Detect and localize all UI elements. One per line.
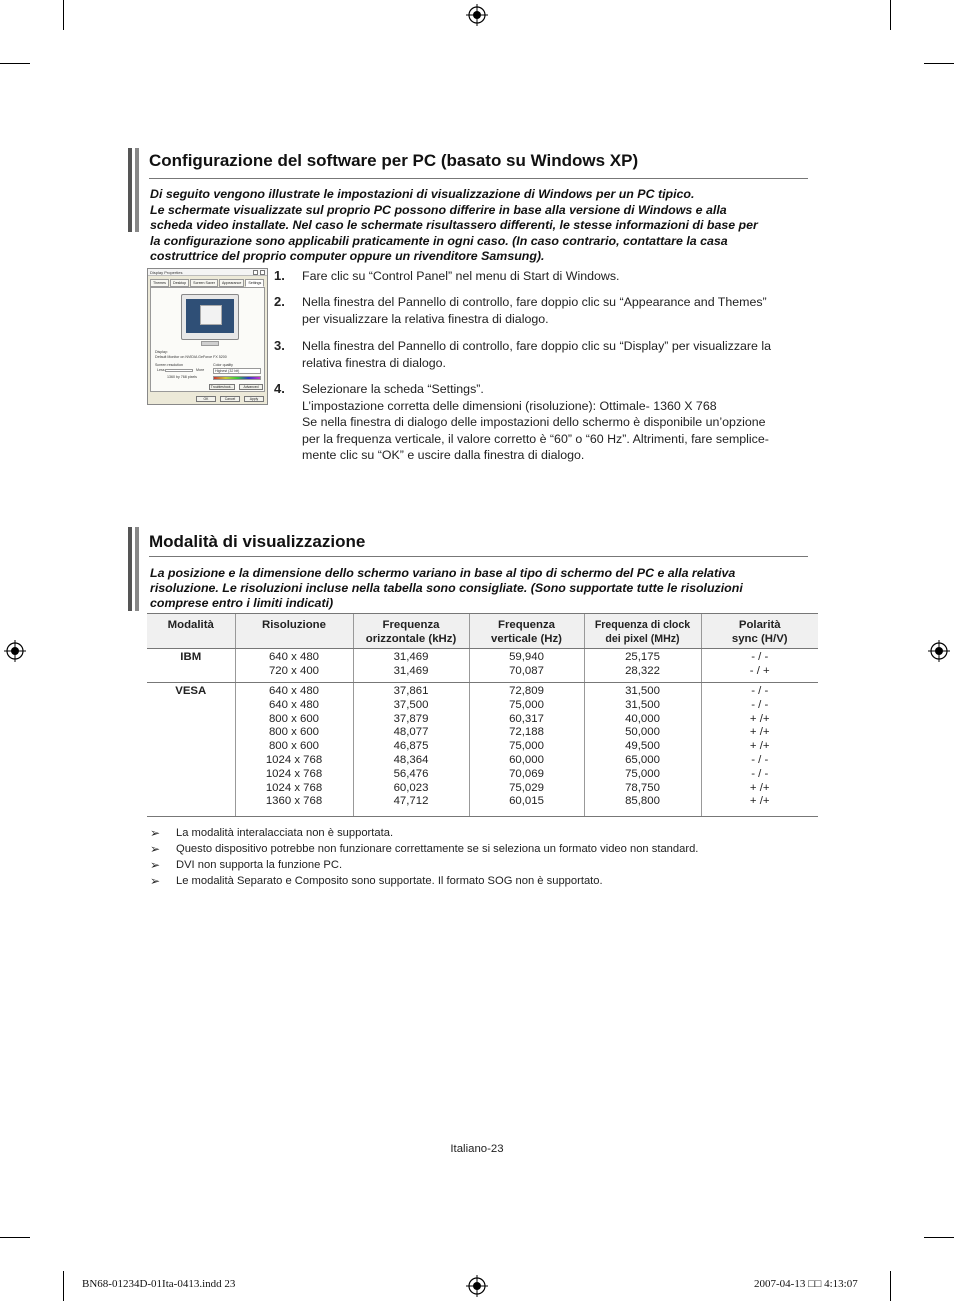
header-text: Risoluzione [262,619,326,631]
arrow-bullet-icon: ➢ [150,842,161,856]
resolution-label: Screen resolution [155,363,183,367]
cell-value: 800 x 600 [268,740,320,753]
arrow-bullet-icon: ➢ [150,874,161,888]
header-text: Frequenza di clock [594,619,691,631]
tab-settings: Settings [245,279,264,287]
cell-value: 640 x 480 [268,698,320,711]
section-intro [150,187,810,265]
step-line: Se nella finestra di dialogo delle impostazioni dello schermo è disponibile un’opzione [302,415,766,430]
crop-mark [63,0,64,30]
section-intro [150,566,810,612]
more-label: More [196,368,205,372]
step-line: Fare clic su “Control Panel” nel menu di Start di Windows. [302,269,620,283]
table-header-row [147,614,818,649]
step-number: 2. [274,294,285,309]
header-resolution [235,614,353,649]
cell-value: 70,087 [509,664,544,677]
arrow-bullet-icon: ➢ [150,826,161,840]
hfreq-cell [353,649,469,683]
cell-value: 47,712 [393,795,429,808]
step-line: mente clic su “OK” e uscire dalla finestra di dialogo. [302,448,585,463]
step-number: 1. [274,268,285,283]
intro-line: comprese entro i limiti indicati) [150,596,334,611]
display-label: Display: [155,350,168,354]
section-title: Modalità di visualizzazione [149,532,366,551]
intro-line: La posizione e la dimensione dello schermo variano in base al tipo di schermo del PC e alla relativa [150,566,736,580]
intro-line: risoluzione. Le risoluzioni incluse nella tabella sono consigliate. (Sono supportate tutte le risoluzioni [150,581,743,596]
cell-value: + /+ [749,795,770,808]
step-text [302,268,810,285]
step-line: per visualizzare la relativa finestra di dialogo. [302,311,549,326]
step-line: Nella finestra del Pannello di controllo, fare doppio clic su “Appearance and Themes” [302,295,767,309]
tab-themes: Themes [150,279,169,287]
crop-mark [63,1271,64,1301]
cell-value: - / - [751,651,769,663]
cell-value: 1024 x 768 [265,767,323,780]
page-number: Italiano-23 [450,1143,504,1155]
cell-value: 37,861 [393,685,429,697]
vfreq-cell [469,649,584,683]
crop-mark [924,63,954,64]
cell-value: 60,015 [509,795,544,808]
step-text [302,338,810,371]
header-text: Polarità [738,619,781,631]
cell-value: - / + [749,664,770,677]
cell-value: + /+ [749,712,770,725]
note-text: La modalità interalacciata non è supportata. [176,827,394,839]
header-text: Frequenza [498,619,555,631]
header-text: Modalità [167,619,214,631]
display-value: Default Monitor on NVIDIA GeForce FX 5200 [155,355,227,359]
cell-value: 37,500 [393,698,429,711]
note-item [150,857,790,873]
cell-value: + /+ [749,781,770,794]
settings-panel [150,287,265,392]
intro-line: Di seguito vengono illustrate le impostazioni di visualizzazione di Windows per un PC tipico. [150,187,695,201]
mode-cell: VESA [147,683,235,817]
cell-value: 640 x 480 [268,651,320,663]
display-properties-screenshot [147,268,268,405]
cell-value: 31,500 [625,685,660,697]
clock-cell [584,649,701,683]
cell-value: 46,875 [393,740,429,753]
resolution-cell [235,649,353,683]
crop-mark [890,1271,891,1301]
cell-value: 1024 x 768 [265,781,323,794]
advanced-button: Advanced [239,384,263,390]
note-text: Le modalità Separato e Composito sono supportate. Il formato SOG non è supportato. [176,875,603,887]
step-line: per la frequenza verticale, il valore corretto è “60” o “60 Hz”. Altrimenti, fare semplice- [302,431,769,446]
cell-value: - / - [751,698,769,711]
cell-value: 1024 x 768 [265,753,323,766]
cell-value: + /+ [749,726,770,739]
file-slug: BN68-01234D-01Ita-0413.indd 23 [82,1278,236,1290]
resolution-slider [165,369,193,372]
resolution-cell [235,683,353,817]
color-quality-select [213,368,261,374]
header-text: dei pixel (MHz) [605,633,680,645]
resolution-value: 1360 by 768 pixels [167,375,197,379]
cell-value: 72,809 [509,685,544,697]
step-line: Selezionare la scheda “Settings”. [302,382,484,396]
polarity-cell [701,683,818,817]
header-vertical-frequency [469,614,584,649]
section-title: Configurazione del software per PC (basato su Windows XP) [149,151,639,170]
step-number: 3. [274,338,285,353]
cell-value: 75,000 [625,767,660,780]
troubleshoot-button: Troubleshoot... [210,385,234,389]
cell-value: 65,000 [625,753,660,766]
cell-value: 85,800 [625,795,660,808]
section-rule [149,556,808,557]
dialog-titlebar [148,269,267,276]
notes-list [150,825,790,889]
crop-mark [890,0,891,30]
date-slug: 2007-04-13 □□ 4:13:07 [754,1278,858,1290]
cell-value: 50,000 [625,726,660,739]
cell-value: 31,469 [393,664,429,677]
note-item [150,873,790,889]
vfreq-cell [469,683,584,817]
display-modes-table [147,613,818,817]
monitor-stand [201,341,219,346]
header-pixel-clock [584,614,701,649]
cell-value: 78,750 [625,781,660,794]
cell-value: 800 x 600 [268,726,320,739]
note-item [150,841,790,857]
cell-value: 40,000 [625,712,660,725]
step-line: relativa finestra di dialogo. [302,355,446,370]
color-quality-label: Color quality [213,363,233,367]
arrow-bullet-icon: ➢ [150,858,161,872]
cell-value: 49,500 [625,740,660,753]
intro-line: Le schermate visualizzate sul proprio PC possono differire in base alla versione di Windows e alla [150,202,727,217]
mode-cell: IBM [147,649,235,683]
cell-value: 640 x 480 [268,685,320,697]
cell-value: 59,940 [509,651,544,663]
help-icon [253,270,258,275]
cell-value: + /+ [749,740,770,753]
step-line: L’impostazione corretta delle dimensioni (risoluzione): Ottimale- 1360 X 768 [302,398,717,413]
cell-value: 25,175 [625,651,660,663]
hfreq-cell [353,683,469,817]
crop-mark [0,63,30,64]
color-quality-value: Highest (32 bit) [215,369,240,373]
tab-screen-saver: Screen Saver [190,279,218,287]
header-text: orizzontale (kHz) [365,633,457,645]
registration-mark-icon [466,4,488,26]
ok-button: OK [196,396,216,402]
color-bar [213,376,261,380]
cell-value: 60,023 [393,781,429,794]
header-horizontal-frequency [353,614,469,649]
cancel-button: Cancel [220,396,240,402]
cell-value: - / - [751,767,769,780]
cell-value: 60,317 [509,712,544,725]
apply-button: Apply [244,396,264,402]
note-text: Questo dispositivo potrebbe non funzionare correttamente se si seleziona un formato video non standard. [176,843,699,855]
monitor-screen [186,299,234,333]
step-number: 4. [274,381,285,396]
cell-value: 31,500 [625,698,660,711]
section-header-pc-software [128,148,808,180]
cell-value: 28,322 [625,664,660,677]
section-header-display-modes [128,527,808,559]
intro-line: la configurazione sono applicabili praticamente in ogni caso. (In caso contrario, contattare la casa [150,233,728,248]
registration-mark-icon [466,1275,488,1297]
step-text [302,381,810,464]
monitor-icon [181,294,239,340]
tab-desktop: Desktop [170,279,189,287]
cell-value: 72,188 [509,726,544,739]
table-row [147,683,818,817]
cell-value: 31,469 [393,651,429,663]
cell-value: 75,000 [509,740,544,753]
registration-mark-icon [4,640,26,662]
dialog-tabs [150,279,265,287]
close-icon [260,270,265,275]
polarity-cell [701,649,818,683]
cell-value: 48,077 [393,726,429,739]
step-text [302,294,810,327]
less-label: Less [157,368,165,372]
note-item [150,825,790,841]
table-row [147,649,818,683]
crop-mark [0,1237,30,1238]
dialog-title: Display Properties [150,270,183,275]
cell-value: 75,029 [509,781,544,794]
intro-line: scheda video installate. Nel caso le schermate risultassero differenti, le stesse informazioni di base per [150,218,758,233]
header-text: sync (H/V) [731,633,788,645]
header-text: Frequenza [382,619,440,631]
section-rule [149,178,808,179]
cell-value: 37,879 [393,712,429,725]
header-mode [147,614,235,649]
cell-value: 70,069 [509,767,544,780]
cell-value: 720 x 400 [268,664,320,677]
header-text: verticale (Hz) [491,633,562,645]
crop-mark [924,1237,954,1238]
step-line: Nella finestra del Pannello di controllo, fare doppio clic su “Display” per visualizzare la [302,339,772,353]
cell-value: 48,364 [393,753,429,766]
cell-value: - / - [751,685,769,697]
cell-value: 800 x 600 [268,712,320,725]
header-sync-polarity [701,614,818,649]
cell-value: 75,000 [509,698,544,711]
clock-cell [584,683,701,817]
cell-value: 56,476 [393,767,429,780]
cell-value: 60,000 [509,753,544,766]
tab-appearance: Appearance [219,279,244,287]
cell-value: - / - [751,753,769,766]
note-text: DVI non supporta la funzione PC. [176,859,343,871]
registration-mark-icon [928,640,950,662]
intro-line: costruttrice del proprio computer oppure un rivenditore Samsung). [150,249,545,264]
cell-value: 1360 x 768 [265,795,323,808]
